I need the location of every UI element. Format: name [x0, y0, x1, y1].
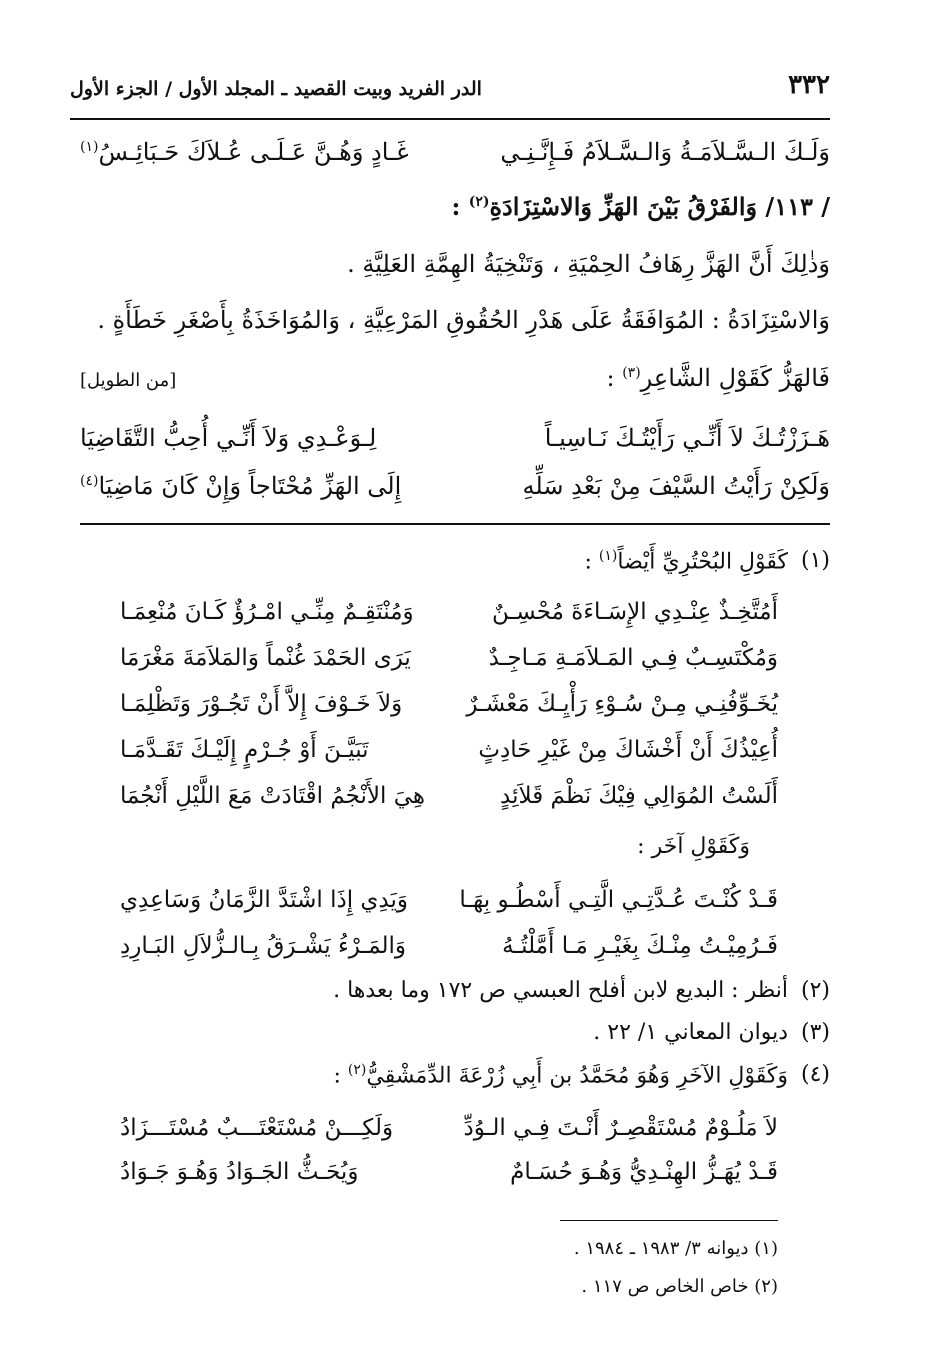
fn1-other-verse-1	[120, 880, 778, 920]
verse-first-hemistich: أُعِيْذُكَ أَنْ أَخْشَاكَ مِنْ غَيْرِ حَادِثٍ	[478, 737, 778, 763]
verse-second-hemistich: لِـوَعْـدِي وَلاَ أَنِّـي أُحِبُّ التَّقَاضِيَا	[80, 424, 377, 452]
fn1-other-intro: وَكَقَوْلِ آخَر :	[637, 834, 750, 859]
verse-second-hemistich: هِيَ الأَنْجُمُ اقْتَادَتْ مَعَ اللَّيْلِ أَنْجُمَا	[120, 783, 426, 809]
footnote-text: ديوان المعاني ١/ ٢٢ .	[593, 1020, 788, 1045]
intro-colon: :	[584, 549, 599, 575]
opening-verse	[80, 132, 830, 172]
footnote-rule	[80, 523, 830, 525]
subnote-rule	[560, 1220, 778, 1221]
footnote-marker: (١)	[598, 548, 618, 564]
verse-first-hemistich: وَلَـكَ الـسَّـلاَمَـةُ وَالـسَّـلاَمُ فَـإِنَّـنِـي	[500, 138, 830, 166]
verse-second-text: غَـادٍ وَهُـنَّ عَـلَـى عُـلاَكَ حَـبَائِـسُ	[98, 138, 409, 166]
footnote-number: (٢)	[800, 978, 830, 1003]
footnote-marker: (٢)	[347, 1062, 367, 1078]
heading-colon: :	[451, 192, 469, 221]
verse-second-text: إِلَى الهَزِّ مُحْتَاجاً وَإِنْ كَانَ مَاضِيَا	[98, 472, 402, 500]
footnote-intro-text: كَقَوْلِ البُحْتُرِيِّ أَيْضاً	[617, 549, 788, 575]
quoted-verse-1	[80, 418, 830, 458]
verse-first-hemistich: قَـدْ كُنْـتَ عُـدَّتِـي الَّتِـي أَسْطُـو بِهَـا	[459, 887, 778, 913]
footnote-number: (٤)	[800, 1062, 830, 1087]
verse-second-hemistich: وَيُحَـثُّ الجَـوَادُ وَهُـوَ جَـوَادُ	[120, 1159, 359, 1185]
verse-second-hemistich: وَمُنْتَقِـمٌ مِنِّـي امْـرُؤٌ كَـانَ مُنْعِمَـا	[120, 599, 414, 625]
paragraph-2: وَالاسْتِزَادَةُ : المُوَافَقَةُ عَلَى هَدْرِ الحُقُوقِ المَرْعِيَّةِ ، وَالمُوَاخَذَةُ بِأَصْغَرِ خَطَأَةٍ .	[97, 306, 830, 334]
fn1-verse-4	[120, 730, 778, 770]
verse-second-hemistich	[80, 472, 401, 500]
header-rule	[70, 118, 830, 120]
verse-first-hemistich: يُخَـوِّفُنِـي مِـنْ سُـوْءِ رَأْيِـكَ مَعْشَـرٌ	[466, 691, 778, 717]
verse-second-hemistich: وَالمَـرْءُ يَشْـرَقُ بِـالـزُّلاَلِ البَـارِدِ	[120, 933, 407, 959]
running-title: الدر الفريد وبيت القصيد ـ المجلد الأول / الجزء الأول	[70, 78, 482, 100]
section-heading	[80, 192, 830, 221]
page-number: ٣٣٢	[788, 70, 830, 100]
verse-first-hemistich: أَلَسْتُ المُوَالِي فِيْكَ نَظْمَ قَلاَئِدٍ	[500, 783, 778, 809]
verse-first-hemistich: وَلَكِنْ رَأَيْتُ السَّيْفَ مِنْ بَعْدِ سَلِّهِ	[522, 472, 830, 500]
footnote-text: أنظر : البديع لابن أفلح العبسي ص ١٧٢ وما بعدها .	[333, 978, 788, 1003]
fn1-verse-1	[120, 592, 778, 632]
verse-second-hemistich: تَبَيَّـنَ أَوْ جُـرْمٍ إِلَيْـكَ تَقَـدَّمَـا	[120, 737, 369, 763]
verse-first-hemistich: هَـزَزْتُـكَ لاَ أَنِّـي رَأَيْتُـكَ نَـاسِيـاً	[544, 424, 830, 452]
verse-second-hemistich: وَلاَ خَـوْفَ إِلاَّ أَنْ تَجُـوْرَ وَتَظْلِمَـا	[120, 691, 403, 717]
fn1-verse-3	[120, 684, 778, 724]
footnote-3	[80, 1020, 830, 1045]
fn1-other-verse-2	[120, 926, 778, 966]
fn4-verse-1	[120, 1108, 778, 1148]
footnote-marker: (٣)	[622, 365, 641, 381]
verse-first-hemistich: قَـدْ يُهَـزُّ الهِنْـدِيُّ وَهُـوَ حُسَـامٌ	[510, 1159, 778, 1185]
footnote-text	[334, 1062, 789, 1088]
verse-first-hemistich: فَـرُمِيْـتُ مِنْـكَ بِغَيْـرِ مَـا أَمَّلْتُـهُ	[502, 933, 778, 959]
verse-first-hemistich: أَمُتَّخِـذٌ عِنْـدِي الإِسَـاءَةَ مُحْسِـنٌ	[491, 599, 778, 625]
verse-first-hemistich: وَمُكْتَسِـبٌ فِـي المَـلاَمَـةِ مَـاجِـدٌ	[488, 645, 778, 671]
footnote-4-intro	[80, 1062, 830, 1088]
footnote-intro-text: وَكَقَوْلِ الآخَرِ وَهُوَ مُحَمَّدُ بن أَبِي زُرْعَةَ الدِّمَشْقِيُّ	[366, 1063, 788, 1089]
verse-second-hemistich: يَرَى الحَمْدَ غُنْماً وَالمَلاَمَةَ مَغْرَمَا	[120, 645, 411, 671]
footnote-number: (٣)	[800, 1020, 830, 1045]
quote-intro	[80, 364, 830, 392]
verse-first-hemistich: لاَ مَلُـوْمٌ مُسْتَقْصِـرٌ أَنْـتَ فِـي الـوُدِّ	[463, 1115, 778, 1141]
meter-label: [من الطويل]	[80, 370, 177, 391]
footnote-text	[585, 548, 788, 574]
footnote-1-intro	[80, 548, 830, 574]
fn1-verse-5	[120, 776, 778, 816]
intro-colon: :	[333, 1063, 348, 1089]
quote-intro-text: فَالهَزُّ كَقَوْلِ الشَّاعِرِ	[640, 364, 830, 392]
footnote-marker: (١)	[80, 139, 99, 155]
verse-second-hemistich: وَيَدِي إِذَا اشْتَدَّ الزَّمَانُ وَسَاعِدِي	[120, 887, 409, 913]
verse-second-hemistich: وَلَكِـــنْ مُسْتَعْتَـــبٌ مُسْتَـــزَادُ	[120, 1115, 394, 1141]
subnote-2: (٢) خاص الخاص ص ١١٧ .	[581, 1276, 778, 1297]
quote-colon: :	[606, 364, 623, 392]
footnote-2	[80, 978, 830, 1003]
subnote-1: (١) ديوانه ٣/ ١٩٨٣ ـ ١٩٨٤ .	[573, 1238, 778, 1259]
quoted-verse-2	[80, 466, 830, 506]
fn1-verse-2	[120, 638, 778, 678]
paragraph-1: وَذٰلِكَ أَنَّ الهَزَّ رِهَافُ الحِمْيَةِ ، وَتَنْخِيَةُ الهِمَّةِ العَلِيَّةِ .	[347, 250, 830, 278]
footnote-marker: (٤)	[80, 473, 99, 489]
fn4-verse-2	[120, 1152, 778, 1192]
section-heading-text: / ١١٣/ وَالفَرْقُ بَيْنَ الهَزِّ وَالاسْتِزَادَةِ	[489, 192, 830, 221]
footnote-marker: (٢)	[468, 194, 490, 210]
footnote-number: (١)	[800, 548, 830, 573]
verse-second-hemistich	[80, 138, 409, 166]
